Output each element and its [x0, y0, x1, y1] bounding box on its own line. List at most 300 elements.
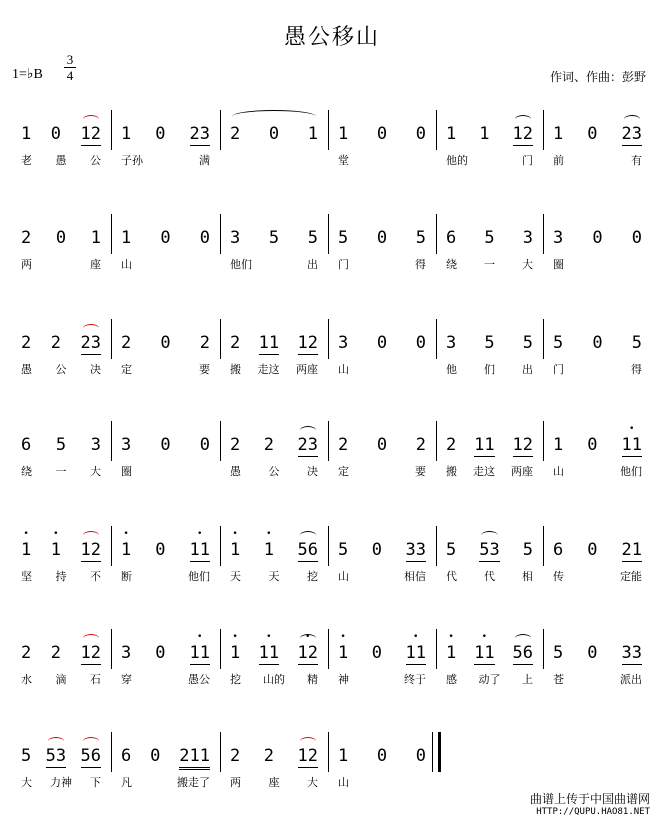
measure	[230, 643, 318, 703]
score-line	[0, 228, 664, 318]
lyric: 挖	[230, 673, 241, 686]
note: 23	[622, 124, 642, 146]
lyric: 定能	[620, 570, 642, 583]
lyric: 下	[90, 776, 101, 789]
barline	[220, 110, 221, 150]
note: 5	[268, 228, 280, 248]
note: • 1	[21, 540, 31, 562]
note: 53	[46, 746, 66, 768]
note: 0	[371, 540, 382, 560]
note: 1	[121, 124, 132, 144]
measure	[338, 435, 426, 495]
score-line	[0, 643, 664, 733]
lyric: 不	[90, 570, 101, 583]
lyric: 得	[631, 363, 642, 376]
slur-mark	[232, 110, 316, 123]
lyric: 绕	[446, 258, 457, 271]
barline	[111, 214, 112, 254]
note: 3	[553, 228, 564, 248]
lyric: 一	[484, 258, 495, 271]
song-title: 愚公移山	[283, 25, 380, 50]
measure	[338, 540, 426, 600]
lyric: 要	[199, 363, 210, 376]
note: 5	[307, 228, 318, 248]
lyric: 圈	[121, 465, 132, 478]
slur-mark	[515, 115, 531, 124]
lyric: 天	[268, 570, 280, 583]
note: 5	[484, 228, 495, 248]
lyric: 相	[522, 570, 533, 583]
note: 56	[81, 746, 101, 768]
note: 1	[90, 228, 101, 248]
note: • 1	[264, 540, 274, 562]
note: 1	[307, 124, 318, 144]
note: 2	[50, 333, 61, 353]
lyric: 苍	[553, 673, 564, 686]
note: 5	[631, 333, 642, 353]
note: 0	[376, 228, 388, 248]
note: 6	[21, 435, 32, 455]
lyric: 满	[199, 154, 210, 167]
note: 5	[55, 435, 67, 455]
note: 2	[338, 435, 349, 455]
lyric: 愚	[21, 363, 32, 376]
barline	[111, 629, 112, 669]
barline	[436, 526, 437, 566]
composer-credit: 作词、作曲：彭野	[549, 70, 646, 84]
note: • 1	[51, 540, 61, 562]
lyric: 他	[446, 363, 457, 376]
final-barline	[432, 732, 441, 772]
lyric: 穿	[121, 673, 132, 686]
measure	[21, 333, 101, 393]
lyric: 决	[307, 465, 318, 478]
lyric: 门	[338, 258, 349, 271]
note: 2	[199, 333, 210, 353]
note: 2	[121, 333, 132, 353]
slur-mark	[83, 737, 99, 746]
measure	[21, 228, 101, 288]
note: 3	[446, 333, 457, 353]
note: • 12	[298, 643, 318, 665]
time-signature-bottom: 4	[66, 68, 74, 83]
watermark-line1: 曲谱上传于中国曲谱网	[529, 792, 650, 806]
lyric: 子孙	[121, 154, 143, 167]
note: 12	[513, 124, 533, 146]
barline	[220, 629, 221, 669]
barline	[436, 214, 437, 254]
lyric: 座	[90, 258, 101, 271]
measure	[446, 540, 533, 600]
lyric: 滴	[55, 673, 67, 686]
barline	[543, 319, 544, 359]
lyric: 定	[338, 465, 349, 478]
measure	[21, 124, 101, 184]
lyric: 圈	[553, 258, 564, 271]
note: 2	[230, 435, 241, 455]
lyric: 得	[415, 258, 426, 271]
lyric: 两	[21, 258, 32, 271]
note: 0	[376, 435, 388, 455]
lyric: 传	[553, 570, 564, 583]
lyric: 山的	[263, 673, 285, 686]
note: 3	[90, 435, 101, 455]
note: • 1	[230, 540, 240, 562]
note: 12	[512, 435, 533, 455]
note: 0	[55, 228, 67, 248]
note: 0	[160, 435, 171, 455]
measure	[21, 746, 101, 806]
measure	[446, 124, 533, 184]
lyric: 终于	[404, 673, 426, 686]
lyric: 山	[338, 776, 349, 789]
measure	[446, 643, 533, 703]
measure	[338, 228, 426, 288]
lyric: 大	[90, 465, 101, 478]
note: 2	[415, 435, 426, 455]
note: 5	[553, 333, 564, 353]
slur-mark	[300, 737, 316, 746]
lyric: 动了	[478, 673, 501, 686]
time-signature-top: 3	[66, 52, 74, 67]
measure	[230, 124, 318, 184]
measure	[121, 746, 210, 806]
slur-mark	[83, 115, 99, 124]
lyric: 力神	[50, 776, 72, 789]
note: 11	[258, 333, 280, 353]
measure	[553, 333, 642, 393]
measure	[230, 435, 318, 495]
note: 0	[587, 540, 598, 560]
note: 0	[155, 643, 166, 663]
slur-mark	[300, 426, 316, 435]
note: 2	[21, 643, 32, 663]
measure	[446, 228, 533, 288]
note: 1	[338, 124, 349, 144]
lyric: 愚	[55, 154, 67, 167]
measure	[553, 435, 642, 495]
note: 0	[415, 746, 426, 766]
note: 12	[298, 746, 318, 768]
note: 3	[121, 435, 132, 455]
measure	[121, 333, 210, 393]
lyric: 愚公	[188, 673, 210, 686]
lyric: 他的	[446, 154, 468, 167]
score-line	[0, 333, 664, 423]
note: 1	[479, 124, 490, 144]
note: 0	[592, 228, 603, 248]
note: 11	[474, 435, 495, 455]
lyric: 公	[55, 363, 67, 376]
barline	[436, 421, 437, 461]
lyric: 坚	[21, 570, 32, 583]
slur-mark	[300, 531, 316, 540]
slur-mark	[48, 737, 64, 746]
note: 33	[621, 643, 642, 663]
note: 23	[189, 124, 210, 144]
note: 1	[553, 435, 564, 455]
lyric: 山	[338, 363, 349, 376]
barline	[111, 526, 112, 566]
measure	[230, 333, 318, 393]
measure	[553, 643, 642, 703]
note: 0	[376, 746, 388, 766]
measure	[230, 228, 318, 288]
measure	[121, 540, 210, 600]
lyric: 一	[55, 465, 67, 478]
barline	[220, 732, 221, 772]
note: 3	[338, 333, 349, 353]
note: 6	[553, 540, 564, 560]
lyric: 门	[522, 154, 533, 167]
note: 5	[553, 643, 564, 663]
lyric: 有	[631, 154, 642, 167]
note: 2	[230, 746, 241, 766]
slur-mark	[624, 115, 640, 124]
note: 56	[513, 643, 533, 665]
barline	[220, 214, 221, 254]
barline	[111, 421, 112, 461]
note: 5	[338, 540, 349, 560]
measure	[553, 540, 642, 600]
lyric: 持	[55, 570, 67, 583]
note: 0	[160, 228, 171, 248]
note: 1	[121, 228, 132, 248]
barline	[328, 629, 329, 669]
barline	[220, 526, 221, 566]
note: • 1	[446, 643, 456, 665]
note: 5	[415, 228, 426, 248]
lyric: 大	[21, 776, 32, 789]
note: 5	[522, 540, 533, 560]
key-signature: 1=♭B	[12, 67, 43, 82]
lyric: 公	[90, 154, 101, 167]
barline	[543, 214, 544, 254]
note: 12	[81, 643, 101, 665]
score-line	[0, 540, 664, 630]
measure	[230, 540, 318, 600]
note: 2	[263, 746, 274, 766]
note: • 11	[474, 643, 494, 665]
lyric: 搬	[230, 363, 241, 376]
note: • 11	[190, 643, 210, 665]
lyric: 凡	[121, 776, 132, 789]
note: 56	[298, 540, 318, 562]
lyric: 们	[484, 363, 495, 376]
lyric: 精	[307, 673, 318, 686]
score-line	[0, 124, 664, 214]
note: 21	[621, 540, 642, 560]
lyric: 代	[484, 570, 495, 583]
note: 0	[592, 333, 603, 353]
watermark	[530, 790, 650, 817]
lyric: 愚	[230, 465, 241, 478]
note: 1	[553, 124, 564, 144]
note: 1	[338, 746, 349, 766]
note: 12	[81, 124, 101, 146]
barline	[220, 421, 221, 461]
note: 0	[415, 333, 426, 353]
barline	[111, 319, 112, 359]
lyric: 神	[338, 673, 349, 686]
note: 5	[446, 540, 457, 560]
note: 1	[446, 124, 457, 144]
note: • 11	[622, 435, 642, 457]
measure	[21, 435, 101, 495]
lyric: 大	[522, 258, 533, 271]
barline	[436, 319, 437, 359]
slur-mark	[83, 634, 99, 643]
note: 0	[199, 435, 210, 455]
lyric: 门	[553, 363, 564, 376]
note: 0	[150, 746, 161, 766]
note: 0	[587, 435, 598, 455]
note: 0	[268, 124, 280, 144]
lyric: 山	[553, 465, 564, 478]
lyric: 感	[446, 673, 457, 686]
lyric: 大	[307, 776, 318, 789]
measure	[553, 228, 642, 288]
note: 0	[155, 124, 166, 144]
note: 6	[121, 746, 132, 766]
lyric: 堂	[338, 154, 349, 167]
barline	[436, 629, 437, 669]
note: 2	[263, 435, 274, 455]
note: 5	[21, 746, 32, 766]
barline	[328, 732, 329, 772]
lyric: 决	[90, 363, 101, 376]
measure	[121, 124, 210, 184]
note: 23	[298, 435, 318, 457]
note: 0	[587, 124, 598, 144]
note: 2	[50, 643, 61, 663]
lyric: 搬走了	[177, 776, 210, 789]
barline	[220, 319, 221, 359]
lyric: 要	[415, 465, 426, 478]
note: • 1	[338, 643, 348, 665]
note: 2	[21, 333, 32, 353]
barline	[543, 110, 544, 150]
lyric: 两	[230, 776, 241, 789]
score-line	[0, 435, 664, 525]
note: 23	[81, 333, 101, 355]
note: 5	[338, 228, 349, 248]
lyric: 定	[121, 363, 132, 376]
lyric: 上	[522, 673, 533, 686]
note: 0	[376, 124, 388, 144]
note: • 11	[259, 643, 279, 665]
note: • 11	[406, 643, 426, 665]
note: 1	[21, 124, 32, 144]
lyric: 山	[121, 258, 132, 271]
barline	[111, 732, 112, 772]
note: 6	[446, 228, 457, 248]
note: • 1	[121, 540, 131, 562]
lyric: 出	[522, 363, 533, 376]
note: 0	[371, 643, 382, 663]
measure	[121, 435, 210, 495]
barline	[328, 421, 329, 461]
lyric: 两座	[511, 465, 533, 478]
note: 3	[121, 643, 132, 663]
measure	[21, 643, 101, 703]
barline	[543, 421, 544, 461]
lyric: 他们	[230, 258, 252, 271]
lyric: 走这	[473, 465, 495, 478]
note: 0	[199, 228, 210, 248]
note: 3	[230, 228, 241, 248]
note: 2	[230, 124, 241, 144]
lyric: 搬	[446, 465, 457, 478]
note: 0	[415, 124, 426, 144]
note: 0	[50, 124, 61, 144]
lyric: 前	[553, 154, 564, 167]
note: 2	[230, 333, 241, 353]
barline	[111, 110, 112, 150]
barline	[543, 526, 544, 566]
lyric: 座	[268, 776, 280, 789]
slur-mark	[83, 324, 99, 333]
measure	[121, 228, 210, 288]
slur-mark	[481, 531, 497, 540]
barline	[328, 214, 329, 254]
measure	[553, 124, 642, 184]
note: 0	[587, 643, 598, 663]
lyric: 他们	[188, 570, 210, 583]
measure	[121, 643, 210, 703]
lyric: 水	[21, 673, 32, 686]
measure	[230, 746, 318, 806]
measure	[21, 540, 101, 600]
note: 53	[479, 540, 499, 562]
slur-mark	[300, 634, 316, 643]
barline	[328, 110, 329, 150]
note: 0	[376, 333, 388, 353]
note: • 11	[190, 540, 210, 562]
lyric: 代	[446, 570, 457, 583]
lyric: 他们	[620, 465, 642, 478]
lyric: 走这	[257, 363, 280, 376]
barline	[543, 629, 544, 669]
note: 211	[179, 746, 210, 770]
lyric: 出	[307, 258, 318, 271]
note: 2	[21, 228, 32, 248]
measure	[338, 124, 426, 184]
note: 0	[160, 333, 171, 353]
slur-mark	[83, 531, 99, 540]
note: 3	[522, 228, 533, 248]
note: 0	[631, 228, 642, 248]
measure	[446, 435, 533, 495]
lyric: 老	[21, 154, 32, 167]
note: 33	[405, 540, 426, 560]
note: 12	[81, 540, 101, 562]
lyric: 公	[268, 465, 280, 478]
note: 5	[484, 333, 495, 353]
time-signature	[62, 52, 78, 83]
lyric: 石	[90, 673, 101, 686]
note: • 1	[230, 643, 240, 665]
lyric: 绕	[21, 465, 32, 478]
lyric: 派出	[620, 673, 642, 686]
measure	[446, 333, 533, 393]
barline	[328, 526, 329, 566]
measure	[338, 333, 426, 393]
lyric: 两座	[296, 363, 318, 376]
barline	[436, 110, 437, 150]
measure	[338, 746, 426, 806]
lyric: 天	[230, 570, 241, 583]
